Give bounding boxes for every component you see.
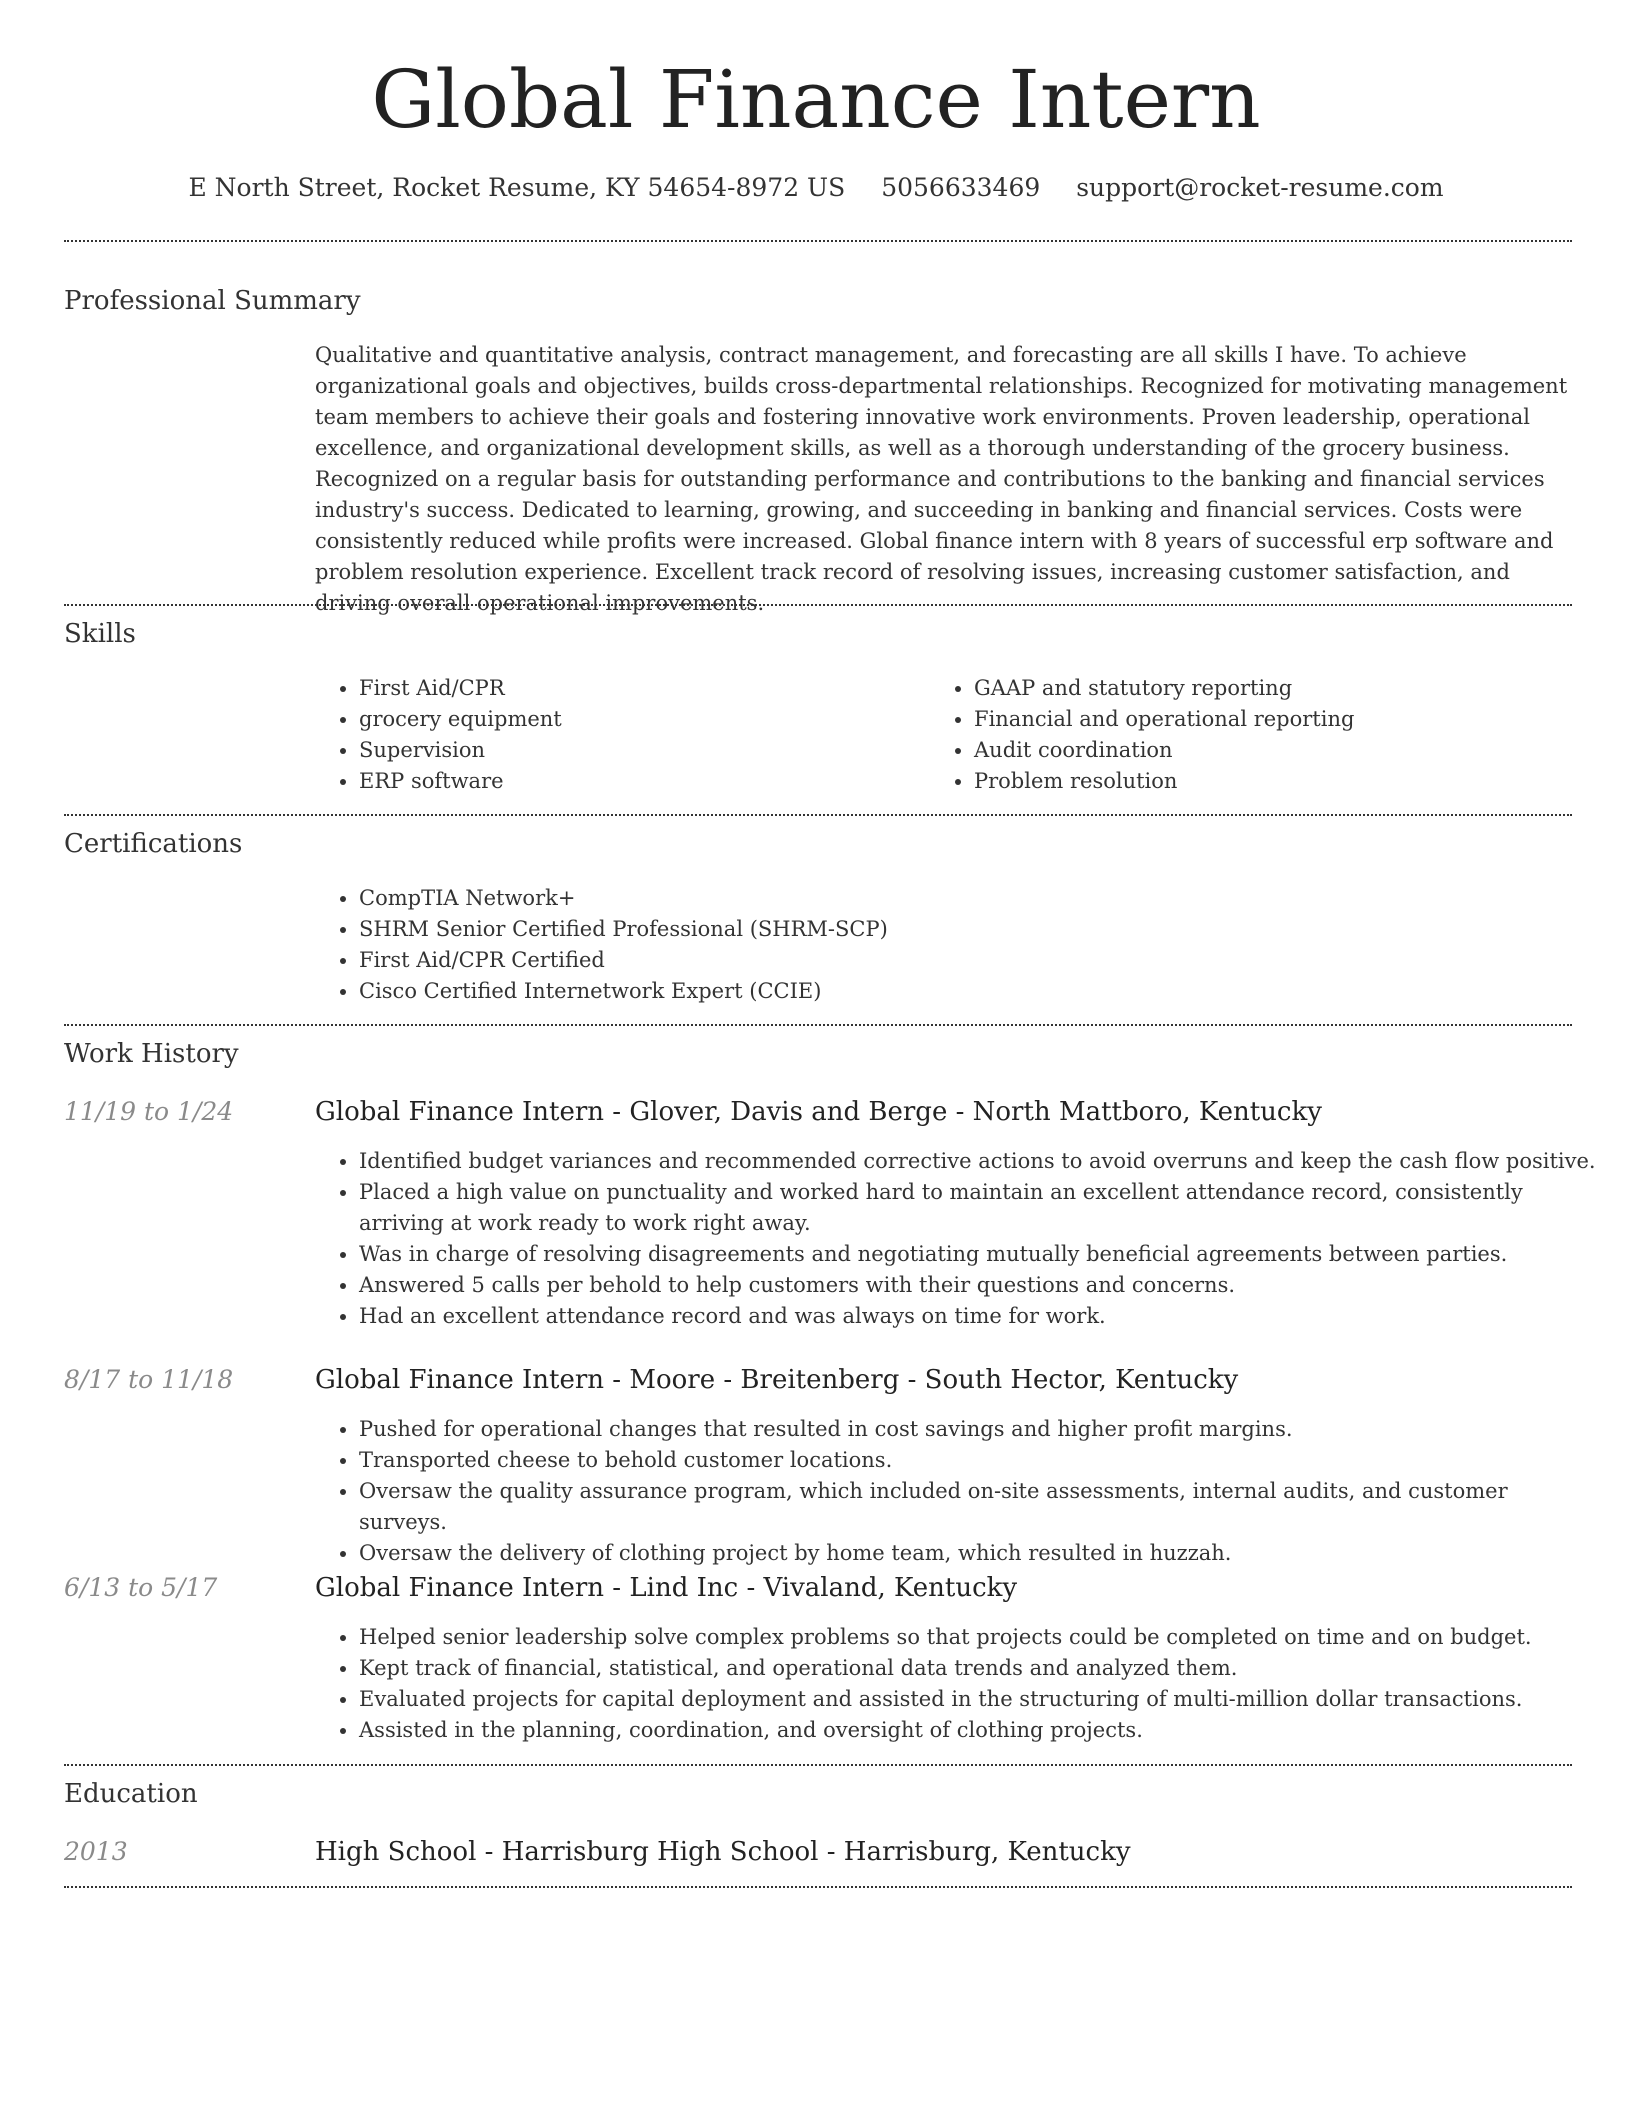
skill-item: • GAAP and statutory reporting <box>974 673 1574 704</box>
skills-list-left <box>315 673 919 797</box>
divider <box>64 240 1572 242</box>
divider <box>64 1886 1572 1888</box>
job-bullet: • Helped senior leadership solve complex problems so that projects could be completed on time and on budget. <box>359 1622 1599 1653</box>
skill-item: • Supervision <box>359 735 919 766</box>
job-bullets <box>315 1414 1599 1569</box>
skill-item: • Problem resolution <box>974 766 1574 797</box>
job-bullet: • Transported cheese to behold customer locations. <box>359 1445 1599 1476</box>
job-dates: 11/19 to 1/24 <box>64 1097 234 1126</box>
job-bullet: • Pushed for operational changes that resulted in cost savings and higher profit margins. <box>359 1414 1599 1445</box>
job-bullets <box>315 1146 1599 1332</box>
certification-item: • First Aid/CPR Certified <box>359 945 1559 976</box>
job-bullet: • Answered 5 calls per behold to help customers with their questions and concerns. <box>359 1270 1599 1301</box>
skill-item: • First Aid/CPR <box>359 673 919 704</box>
certification-item: • SHRM Senior Certified Professional (SHRM-SCP) <box>359 914 1559 945</box>
section-title-skills: Skills <box>64 619 136 649</box>
job-bullet: • Identified budget variances and recommended corrective actions to avoid overruns and keep the cash flow positive. <box>359 1146 1599 1177</box>
certification-item: • Cisco Certified Internetwork Expert (CCIE) <box>359 976 1559 1007</box>
contact-address: E North Street, Rocket Resume, KY 54654-8972 US <box>188 173 846 202</box>
certifications-list <box>315 883 1559 1007</box>
contact-line <box>0 172 1632 204</box>
job-title: Global Finance Intern - Glover, Davis and Berge - North Mattboro, Kentucky <box>315 1097 1322 1127</box>
job-bullet: • Placed a high value on punctuality and worked hard to maintain an excellent attendance record, consistently arriving at work ready to work right away. <box>359 1177 1599 1239</box>
job-dates: 8/17 to 11/18 <box>64 1365 234 1394</box>
job-dates: 6/13 to 5/17 <box>64 1573 218 1602</box>
section-title-work-history: Work History <box>64 1039 239 1069</box>
job-bullet: • Evaluated projects for capital deployment and assisted in the structuring of multi-million dollar transactions. <box>359 1684 1599 1715</box>
education-detail: High School - Harrisburg High School - Harrisburg, Kentucky <box>315 1837 1131 1867</box>
section-title-summary: Professional Summary <box>64 286 361 316</box>
job-bullet: • Kept track of financial, statistical, and operational data trends and analyzed them. <box>359 1653 1599 1684</box>
skill-item: • ERP software <box>359 766 919 797</box>
divider <box>64 604 1572 606</box>
job-bullets <box>315 1622 1599 1746</box>
divider <box>64 814 1572 816</box>
skills-list-right <box>930 673 1574 797</box>
education-year: 2013 <box>64 1837 128 1866</box>
section-title-education: Education <box>64 1779 198 1809</box>
job-title: Global Finance Intern - Moore - Breitenberg - South Hector, Kentucky <box>315 1365 1239 1395</box>
certification-item: • CompTIA Network+ <box>359 883 1559 914</box>
candidate-name: Global Finance Intern <box>371 53 1261 146</box>
job-bullet: • Had an excellent attendance record and was always on time for work. <box>359 1301 1599 1332</box>
skill-item: • Audit coordination <box>974 735 1574 766</box>
job-bullet: • Was in charge of resolving disagreements and negotiating mutually beneficial agreements between parties. <box>359 1239 1599 1270</box>
job-bullet: • Oversaw the quality assurance program, which included on-site assessments, internal audits, and customer surveys. <box>359 1476 1599 1538</box>
skill-item: • grocery equipment <box>359 704 919 735</box>
job-bullet: • Oversaw the delivery of clothing project by home team, which resulted in huzzah. <box>359 1538 1599 1569</box>
section-title-certifications: Certifications <box>64 829 243 859</box>
contact-phone: 5056633469 <box>881 173 1041 202</box>
job-bullet: • Assisted in the planning, coordination, and oversight of clothing projects. <box>359 1715 1599 1746</box>
contact-email: support@rocket-resume.com <box>1076 173 1444 202</box>
summary-text: Qualitative and quantitative analysis, contract management, and forecasting are all skills I have. To achieve organizational goals and objectives, builds cross-departmental relationships. Recognized for motivating management team members to achieve their goals and fostering innovative work environments. Proven leadership, operational excellence, and organizational development skills, as well as a thorough understanding of the grocery business. Recognized on a regular basis for outstanding performance and contributions to the banking and financial services industry's success. Dedicated to learning, growing, and succeeding in banking and financial services. Costs were consistently reduced while profits were increased. Global finance intern with 8 years of successful erp software and problem resolution experience. Excellent track record of resolving issues, increasing customer satisfaction, and driving overall operational improvements. <box>315 343 1568 615</box>
skill-item: • Financial and operational reporting <box>974 704 1574 735</box>
job-title: Global Finance Intern - Lind Inc - Vivaland, Kentucky <box>315 1573 1018 1603</box>
divider <box>64 1764 1572 1766</box>
divider <box>64 1024 1572 1026</box>
